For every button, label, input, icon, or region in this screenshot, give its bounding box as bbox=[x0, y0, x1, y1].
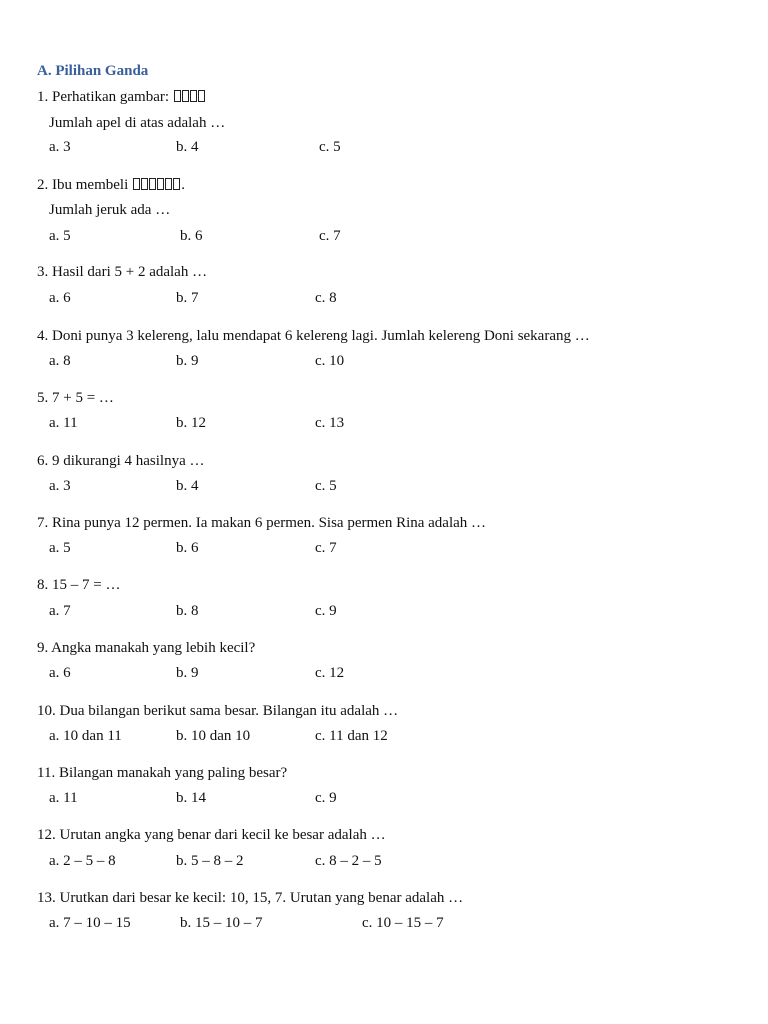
question-1-option-a: a. 3 bbox=[49, 139, 71, 155]
question-2-option-a: a. 5 bbox=[49, 228, 71, 244]
question-text: 8. 15 – 7 = … bbox=[37, 577, 121, 593]
question-11-option-c: c. 9 bbox=[315, 790, 337, 806]
missing-glyph-icon bbox=[198, 90, 205, 102]
missing-glyph-icon bbox=[141, 178, 148, 190]
question-text: 10. Dua bilangan berikut sama besar. Bilangan itu adalah … bbox=[37, 703, 399, 719]
question-5-option-a: a. 11 bbox=[49, 415, 78, 431]
question-11-text bbox=[37, 764, 287, 782]
question-8-text bbox=[37, 576, 120, 594]
question-13-option-a: a. 7 – 10 – 15 bbox=[49, 915, 131, 931]
missing-glyph-icon-group bbox=[133, 177, 181, 193]
missing-glyph-icon bbox=[149, 178, 156, 190]
question-9-text bbox=[37, 639, 255, 657]
question-13-option-c: c. 10 – 15 – 7 bbox=[362, 915, 444, 931]
question-9-option-b: b. 9 bbox=[176, 665, 199, 681]
question-4-text bbox=[37, 327, 590, 345]
question-1-text bbox=[37, 88, 206, 106]
question-10-text bbox=[37, 702, 398, 720]
question-12-option-a: a. 2 – 5 – 8 bbox=[49, 853, 116, 869]
question-7-option-b: b. 6 bbox=[176, 540, 199, 556]
question-8-option-b: b. 8 bbox=[176, 603, 199, 619]
question-7-option-a: a. 5 bbox=[49, 540, 71, 556]
question-3-option-a: a. 6 bbox=[49, 290, 71, 306]
question-8-option-a: a. 7 bbox=[49, 603, 71, 619]
question-13-option-b: b. 15 – 10 – 7 bbox=[180, 915, 263, 931]
question-6-option-b: b. 4 bbox=[176, 478, 199, 494]
question-3-text bbox=[37, 263, 207, 281]
question-8-option-c: c. 9 bbox=[315, 603, 337, 619]
question-text: 7. Rina punya 12 permen. Ia makan 6 permen. Sisa permen Rina adalah … bbox=[37, 515, 487, 531]
question-9-option-c: c. 12 bbox=[315, 665, 345, 681]
question-text: 2. Ibu membeli bbox=[37, 177, 129, 193]
question-2-option-c: c. 7 bbox=[319, 228, 341, 244]
question-4-option-b: b. 9 bbox=[176, 353, 199, 369]
question-text: 1. Perhatikan gambar: bbox=[37, 89, 170, 105]
question-3-option-c: c. 8 bbox=[315, 290, 337, 306]
question-12-option-c: c. 8 – 2 – 5 bbox=[315, 853, 382, 869]
question-1-option-c: c. 5 bbox=[319, 139, 341, 155]
question-2-option-b: b. 6 bbox=[180, 228, 203, 244]
question-6-text bbox=[37, 452, 204, 470]
question-text-suffix: . bbox=[181, 177, 185, 193]
question-6-option-a: a. 3 bbox=[49, 478, 71, 494]
question-5-text bbox=[37, 389, 114, 407]
question-10-option-a: a. 10 dan 11 bbox=[49, 728, 122, 744]
missing-glyph-icon bbox=[133, 178, 140, 190]
question-2-subtext: Jumlah jeruk ada … bbox=[49, 202, 171, 218]
missing-glyph-icon bbox=[165, 178, 172, 190]
question-2-text bbox=[37, 176, 185, 194]
question-13-text bbox=[37, 889, 463, 907]
question-3-option-b: b. 7 bbox=[176, 290, 199, 306]
question-11-option-a: a. 11 bbox=[49, 790, 78, 806]
question-5-option-c: c. 13 bbox=[315, 415, 345, 431]
question-text: 4. Doni punya 3 kelereng, lalu mendapat 6 kelereng lagi. Jumlah kelereng Doni sekarang … bbox=[37, 328, 590, 344]
question-6-option-c: c. 5 bbox=[315, 478, 337, 494]
question-12-text bbox=[37, 826, 386, 844]
missing-glyph-icon bbox=[190, 90, 197, 102]
question-7-option-c: c. 7 bbox=[315, 540, 337, 556]
question-text: 3. Hasil dari 5 + 2 adalah … bbox=[37, 264, 208, 280]
question-11-option-b: b. 14 bbox=[176, 790, 206, 806]
question-text: 5. 7 + 5 = … bbox=[37, 390, 114, 406]
question-7-text bbox=[37, 514, 486, 532]
question-text: 13. Urutkan dari besar ke kecil: 10, 15, 7. Urutan yang benar adalah … bbox=[37, 890, 464, 906]
question-text: 12. Urutan angka yang benar dari kecil ke besar adalah … bbox=[37, 827, 386, 843]
question-text: 9. Angka manakah yang lebih kecil? bbox=[37, 640, 256, 656]
question-9-option-a: a. 6 bbox=[49, 665, 71, 681]
missing-glyph-icon bbox=[174, 90, 181, 102]
missing-glyph-icon bbox=[182, 90, 189, 102]
section-heading: A. Pilihan Ganda bbox=[37, 63, 149, 79]
question-1-option-b: b. 4 bbox=[176, 139, 199, 155]
question-5-option-b: b. 12 bbox=[176, 415, 206, 431]
missing-glyph-icon bbox=[173, 178, 180, 190]
missing-glyph-icon-group bbox=[174, 89, 206, 105]
question-10-option-b: b. 10 dan 10 bbox=[176, 728, 251, 744]
missing-glyph-icon bbox=[157, 178, 164, 190]
question-10-option-c: c. 11 dan 12 bbox=[315, 728, 388, 744]
question-4-option-c: c. 10 bbox=[315, 353, 345, 369]
question-text: 11. Bilangan manakah yang paling besar? bbox=[37, 765, 288, 781]
question-12-option-b: b. 5 – 8 – 2 bbox=[176, 853, 244, 869]
question-4-option-a: a. 8 bbox=[49, 353, 71, 369]
question-text: 6. 9 dikurangi 4 hasilnya … bbox=[37, 453, 205, 469]
question-1-subtext: Jumlah apel di atas adalah … bbox=[49, 115, 226, 131]
